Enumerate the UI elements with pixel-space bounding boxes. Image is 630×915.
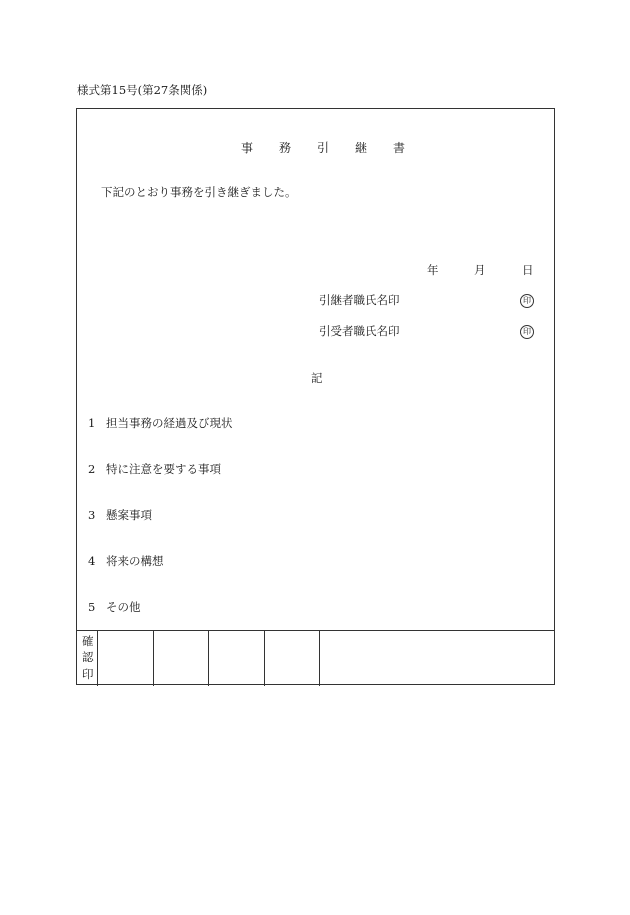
list-item-text: 将来の構想	[106, 554, 164, 568]
list-item-number: 3	[88, 508, 96, 522]
form-number: 様式第15号(第27条関係)	[77, 83, 208, 97]
confirmation-stamp-cell[interactable]	[154, 631, 208, 686]
confirmation-stamp-cell[interactable]	[320, 631, 554, 686]
list-item-number: 5	[88, 600, 96, 614]
list-item-text: 特に注意を要する事項	[106, 462, 221, 476]
list-item-text: 担当事務の経過及び現状	[106, 416, 233, 430]
ki-heading: 記	[311, 371, 323, 385]
handover-person-label: 引継者職氏名印	[319, 293, 400, 307]
date-day-label: 日	[522, 263, 534, 277]
confirmation-stamp-cell[interactable]	[209, 631, 264, 686]
list-item-number: 1	[88, 416, 96, 430]
confirmation-label-char: 印	[82, 667, 94, 681]
document-title: 事務引継書	[241, 141, 432, 155]
receiver-seal-mark: 印	[520, 325, 534, 339]
form-box	[76, 108, 555, 685]
confirmation-row	[77, 630, 554, 686]
list-item-text: 懸案事項	[106, 508, 152, 522]
date-month-label: 月	[474, 263, 486, 277]
handover-seal-mark: 印	[520, 294, 534, 308]
confirmation-stamp-cell[interactable]	[265, 631, 319, 686]
confirmation-label-char: 確	[82, 634, 94, 648]
intro-text: 下記のとおり事務を引き継ぎました。	[101, 185, 297, 199]
list-item-number: 4	[88, 554, 96, 568]
receiver-person-label: 引受者職氏名印	[319, 324, 400, 338]
confirmation-label-char: 認	[82, 650, 94, 664]
confirmation-stamp-cell[interactable]	[98, 631, 153, 686]
date-year-label: 年	[427, 263, 439, 277]
list-item-text: その他	[106, 600, 141, 614]
list-item-number: 2	[88, 462, 96, 476]
